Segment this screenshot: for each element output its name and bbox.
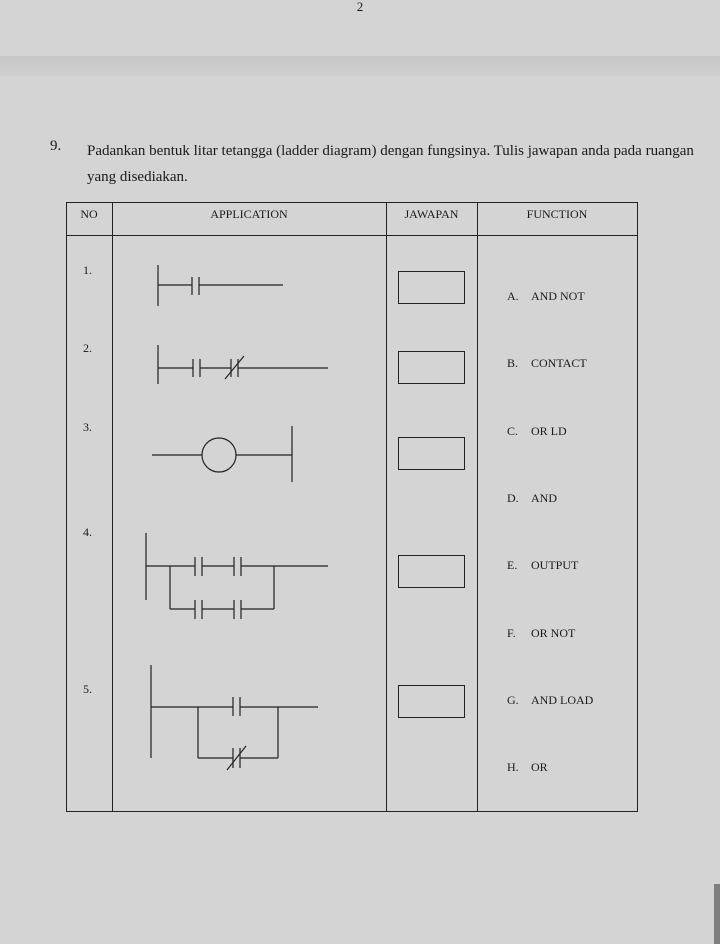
scanner-edge xyxy=(714,884,720,944)
row-number-4: 4. xyxy=(83,525,92,539)
function-f: F. OR NOT xyxy=(507,626,576,640)
function-b: B. CONTACT xyxy=(507,356,587,370)
row-number-3: 3. xyxy=(83,420,92,434)
question-text: Padankan bentuk litar tetangga (ladder diagram) dengan fungsinya. Tulis jawapan anda pada ruangan yang disediakan. xyxy=(87,143,694,185)
header-function: FUNCTION xyxy=(526,207,588,221)
ladder-diagram-4-or-load xyxy=(146,533,328,619)
function-e: E. OUTPUT xyxy=(507,558,579,572)
ladder-diagram-2-and-not xyxy=(158,345,328,384)
ladder-diagram-1-contact xyxy=(158,265,283,306)
function-d: D. AND xyxy=(507,491,557,505)
ladder-diagram-3-output xyxy=(152,426,292,482)
function-g: G. AND LOAD xyxy=(507,693,594,707)
function-c: C. OR LD xyxy=(507,424,567,438)
header-application: APPLICATION xyxy=(210,207,288,221)
row-number-5: 5. xyxy=(83,682,92,696)
row-number-2: 2. xyxy=(83,341,92,355)
header-jawapan: JAWAPAN xyxy=(404,207,459,221)
function-h: H. OR xyxy=(507,760,548,774)
question-number: 9. xyxy=(50,138,62,154)
page-number: 2 xyxy=(356,0,364,14)
row-number-1: 1. xyxy=(83,263,92,277)
header-no: NO xyxy=(80,207,98,221)
function-a: A. AND NOT xyxy=(507,289,585,303)
ladder-diagram-5-or-not xyxy=(151,665,318,770)
